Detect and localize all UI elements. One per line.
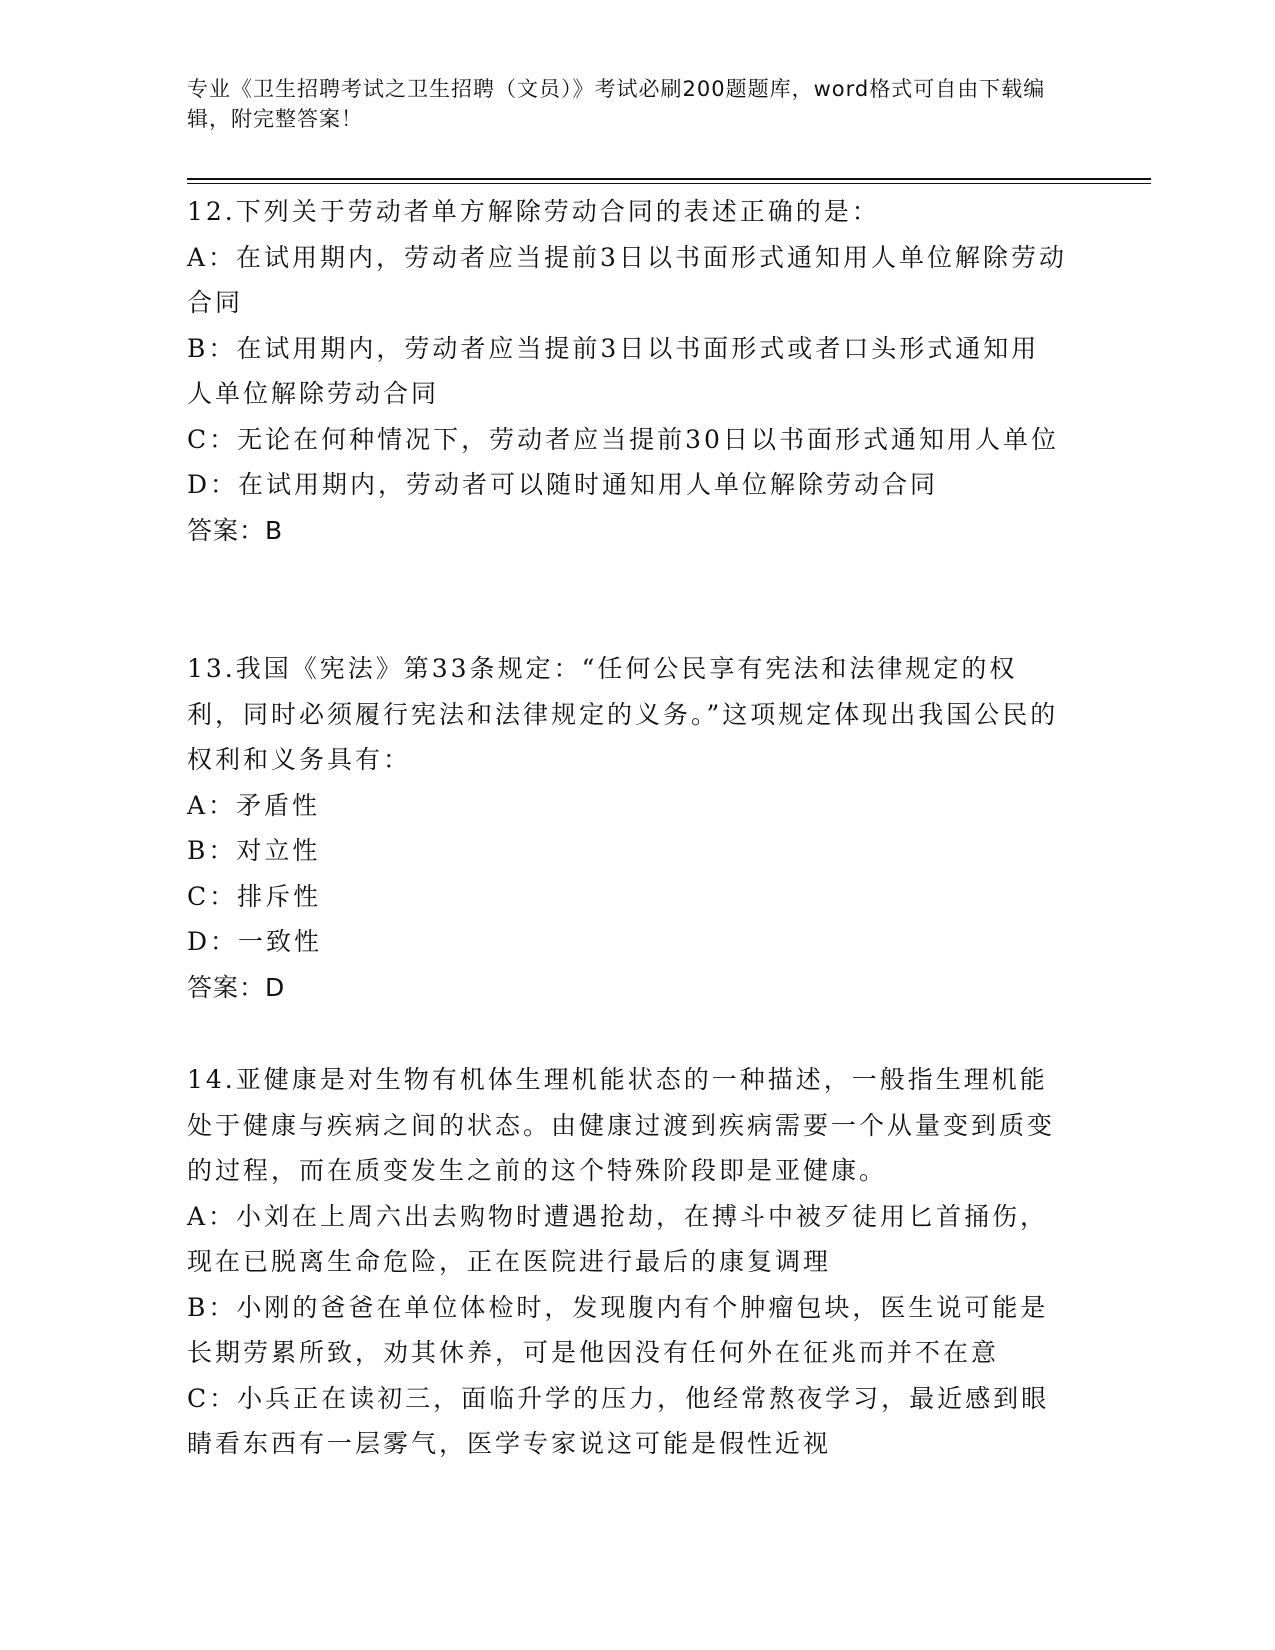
option-c: C：无论在何种情况下，劳动者应当提前30日以书面形式通知用人单位 [187,424,1059,454]
document-header: 专业《卫生招聘考试之卫生招聘（文员）》考试必刷200题题库，word格式可自由下载编辑，附完整答案！ [187,77,1046,131]
option-a: A：在试用期内，劳动者应当提前3日以书面形式通知用人单位解除劳动合同 [187,242,1067,317]
option-b: B：对立性 [187,836,321,865]
question-stem: 14.亚健康是对生物有机体生理机能状态的一种描述，一般指生理机能处于健康与疾病之间的状态。由健康过渡到疾病需要一个从量变到质变的过程，而在质变发生之前的这个特殊阶段即是亚健康。 [187,1065,1056,1185]
option-c: C：小兵正在读初三，面临升学的压力，他经常熬夜学习，最近感到眼睛看东西有一层雾气，医学专家说这可能是假性近视 [187,1383,1050,1458]
option-a: A：小刘在上周六出去购物时遭遇抢劫，在搏斗中被歹徒用匕首捅伤，现在已脱离生命危险，正在医院进行最后的康复调理 [187,1201,1049,1276]
answer-line: 答案：D [187,972,286,1002]
question-12 [187,189,1067,553]
header-divider-thin [187,183,1151,184]
question-13 [187,646,1067,1010]
option-c: C：排斥性 [187,881,322,911]
option-d: D：在试用期内，劳动者可以随时通知用人单位解除劳动合同 [187,470,939,499]
option-b: B：在试用期内，劳动者应当提前3日以书面形式或者口头形式通知用人单位解除劳动合同 [187,333,1040,408]
header-divider-thick [187,178,1151,180]
option-d: D：一致性 [187,927,323,956]
question-14 [187,1057,1067,1467]
option-a: A：矛盾性 [187,790,321,820]
option-b: B：小刚的爸爸在单位体检时，发现腹内有个肿瘤包块，医生说可能是长期劳累所致，劝其休养，可是他因没有任何外在征兆而并不在意 [187,1292,1049,1367]
question-stem: 12.下列关于劳动者单方解除劳动合同的表述正确的是： [187,197,880,226]
answer-line: 答案：B [187,515,284,545]
question-stem: 13.我国《宪法》第33条规定：“任何公民享有宪法和法律规定的权利，同时必须履行宪法和法律规定的义务。”这项规定体现出我国公民的权利和义务具有： [187,654,1059,774]
